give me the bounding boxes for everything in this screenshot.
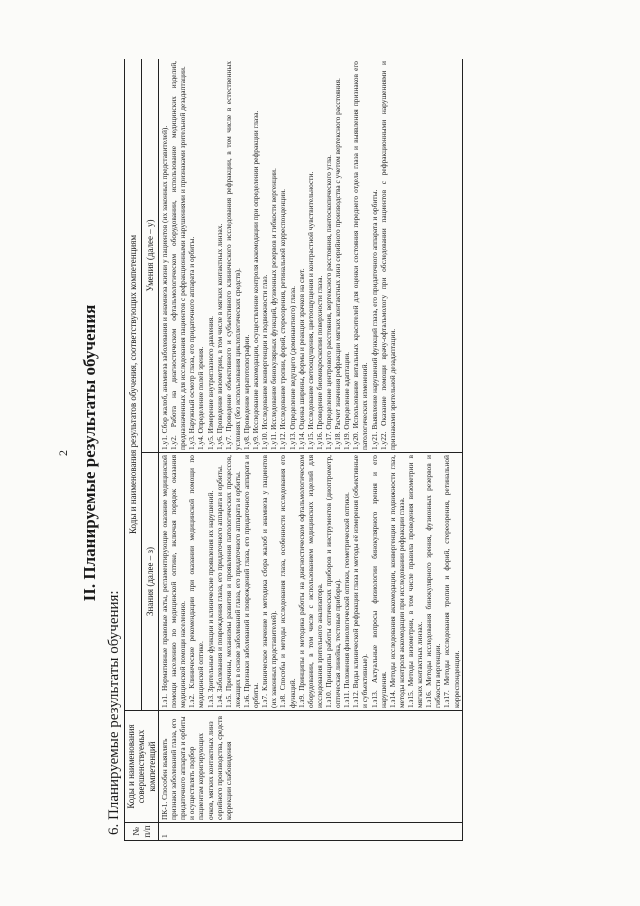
skill-item: 1.у6. Проведение визометрии, в том числе в мягких контактных линзах. bbox=[214, 223, 224, 450]
knowledge-item: 1.з6. Признаки заболеваний и повреждений глаза, его придаточного аппарата и орбиты. bbox=[242, 455, 261, 708]
skill-item: 1.у17. Определение центрового расстояния, вертексного расстояния, пантоскопического угла. bbox=[324, 154, 333, 450]
skill-item: 1.у21. Выявление нарушений функций глаза, его придаточного аппарата и орбиты. bbox=[369, 189, 379, 450]
skill-item: 1.у11. Исследование бинокулярных функций, фузионных резервов и гибкости вергенции. bbox=[269, 168, 279, 450]
knowledge-item: 1.з2. Клинические рекомендации при оказании медицинской помощи по медицинской оптике. bbox=[187, 455, 206, 708]
skill-item: 1.у4. Определение полей зрения. bbox=[196, 346, 206, 450]
knowledge-item: 1.з17. Методы исследования тропии и форий, стереозрения, ретинальной корреспонденции. bbox=[442, 455, 461, 708]
knowledge-item: 1.з7. Клиническое значение и методика сбора жалоб и анамнеза у пациентов (их законных представителей). bbox=[260, 455, 279, 708]
learning-results-table bbox=[124, 59, 463, 841]
skill-item: 1.у18. Расчет значения рефракции мягких контактных линз серийного производства с учетом вертексного расстояния. bbox=[333, 78, 343, 450]
knowledge-item: 1.з15. Методы визометрии, в том числе правила проведения визометрии в мягких контактных линзах. bbox=[405, 455, 425, 708]
knowledge-item: 1.з10. Принципы работы оптических приборов и инструментов (диоптрометр, оптическая линейка, тестовые приборы). bbox=[324, 455, 343, 708]
knowledge-item: 1.з4. Заболевания и повреждения глаза, его придаточного аппарата и орбиты. bbox=[214, 465, 224, 708]
subsection-title: 6. Планируемые результаты обучения: bbox=[106, 590, 122, 835]
skill-item: 1.у7. Проведение объективного и субъективного клинического исследования рефракции, в том числе в естественных условиях (без использования циклоплегических средств). bbox=[223, 61, 242, 450]
knowledge-item: 1.з9. Принципы и методика работы на диагностическом офтальмологическом оборудовании, в том числе с использованием медицинских изделий для исследования зрительного анализатора. bbox=[296, 455, 324, 708]
rotated-page bbox=[50, 43, 590, 863]
skill-item: 1.у13. Определение ведущего (доминантного) глаза. bbox=[287, 286, 297, 450]
competence-cell: ПК-1. Способен выявлять признаки заболеваний глаза, его придаточного аппарата и орбиты и осуществлять подбор пациентам корригирующих очков, мягких контактных линз серийного производства, средств коррекции слабовидения bbox=[159, 711, 463, 823]
knowledge-item: 1.з16. Методы исследования бинокулярного зрения, фузионных резервов и гибкости вергенции. bbox=[424, 455, 443, 708]
knowledge-item: 1.з11. Положения физиологической оптики, геометрической оптики. bbox=[342, 492, 352, 708]
skill-item: 1.у20. Использование витальных красителей для оценки состояния переднего отдела глаза и выявления признаков его патологических изменений. bbox=[351, 61, 370, 450]
row-number: 1 bbox=[159, 823, 463, 841]
skill-item: 1.у5. Измерение внутриглазного давления. bbox=[205, 315, 215, 450]
skill-item: 1.у14. Оценка ширины, формы и реакции зрачков на свет. bbox=[296, 268, 306, 450]
skill-item: 1.у22. Оказание помощи врачу-офтальмологу при обследовании пациентов с рефракционными нарушениями и признаками зрительной дезадаптации. bbox=[378, 61, 397, 450]
knowledge-item: 1.з8. Способы и методы исследования глаза, особенности исследования его функций. bbox=[278, 455, 297, 708]
skill-item: 1.у12. Исследование тропии, форий, стереозрения, ретинальной корреспонденции. bbox=[278, 188, 288, 450]
header-skills: Умения (далее – у) bbox=[142, 59, 159, 453]
knowledge-item: 1.з13. Актуальные вопросы физиологии бинокулярного зрения и его нарушения. bbox=[369, 455, 388, 708]
knowledge-list bbox=[160, 455, 461, 708]
skill-item: 1.у16. Проведение биомикроскопии поверхности глаза. bbox=[314, 275, 324, 450]
skill-item: 1.у2. Работа на диагностическом офтальмологическом оборудовании, использование медицинских изделий, предназначенных для исследования пациентов с рефракционными нарушениями и признаками зрительной дезадаптации. bbox=[169, 61, 188, 450]
skill-item: 1.у1. Сбор жалоб, анамнеза заболевания и анамнеза жизни у пациентов (их законных представителей). bbox=[160, 125, 170, 450]
skill-item: 1.у3. Наружный осмотр глаза, его придаточного аппарата и орбиты. bbox=[187, 236, 197, 450]
header-number: № п/п bbox=[125, 823, 159, 841]
section-title: II. Планируемые результаты обучения bbox=[80, 304, 99, 602]
knowledge-item: 1.з12. Виды клинической рефракции глаза и методы её измерения (объективные и субъективные). bbox=[351, 455, 370, 708]
header-results-group: Коды и наименования результатов обучения, соответствующих компетенциям bbox=[125, 59, 142, 711]
skill-item: 1.у15. Исследование светоощущения, цветоощущения и контрастной чувствительности. bbox=[305, 171, 315, 450]
knowledge-item: 1.з14. Методы исследования аккомодации, конвергенции и подвижности глаз, методы контроля аккомодации при исследовании рефракции глаза. bbox=[387, 455, 406, 708]
table-row bbox=[159, 59, 463, 841]
header-knowledge: Знания (далее – з) bbox=[142, 453, 159, 711]
page-number: 2 bbox=[56, 450, 70, 456]
knowledge-item: 1.з3. Зрительные функции и клинические проявления их нарушений. bbox=[205, 490, 215, 708]
knowledge-item: 1.з5. Причины, механизмы развития и проявления патологических процессов, лежащих в основе заболеваний глаза, его придаточного аппарата и орбиты. bbox=[223, 455, 242, 708]
skills-list bbox=[160, 61, 397, 450]
results-table-wrapper bbox=[124, 59, 574, 841]
skill-item: 1.у10. Исследование конвергенции и подвижности глаз. bbox=[260, 274, 270, 450]
skill-item: 1.у9. Исследование аккомодации, осуществление контроля аккомодации при определении рефракции глаза. bbox=[251, 110, 261, 450]
header-competence: Коды и наименования совершенствуемых компетенций bbox=[125, 711, 159, 823]
skill-item: 1.у19. Определение адаптации. bbox=[342, 351, 352, 450]
skill-item: 1.у8. Проведение кератотопографии. bbox=[242, 334, 252, 450]
knowledge-item: 1.з1. Нормативные правовые акты, регламентирующие оказание медицинской помощи населению по медицинской оптике, включая порядок оказания медицинской помощи населению. bbox=[160, 455, 188, 708]
knowledge-cell bbox=[159, 453, 463, 711]
skills-cell bbox=[159, 59, 463, 453]
